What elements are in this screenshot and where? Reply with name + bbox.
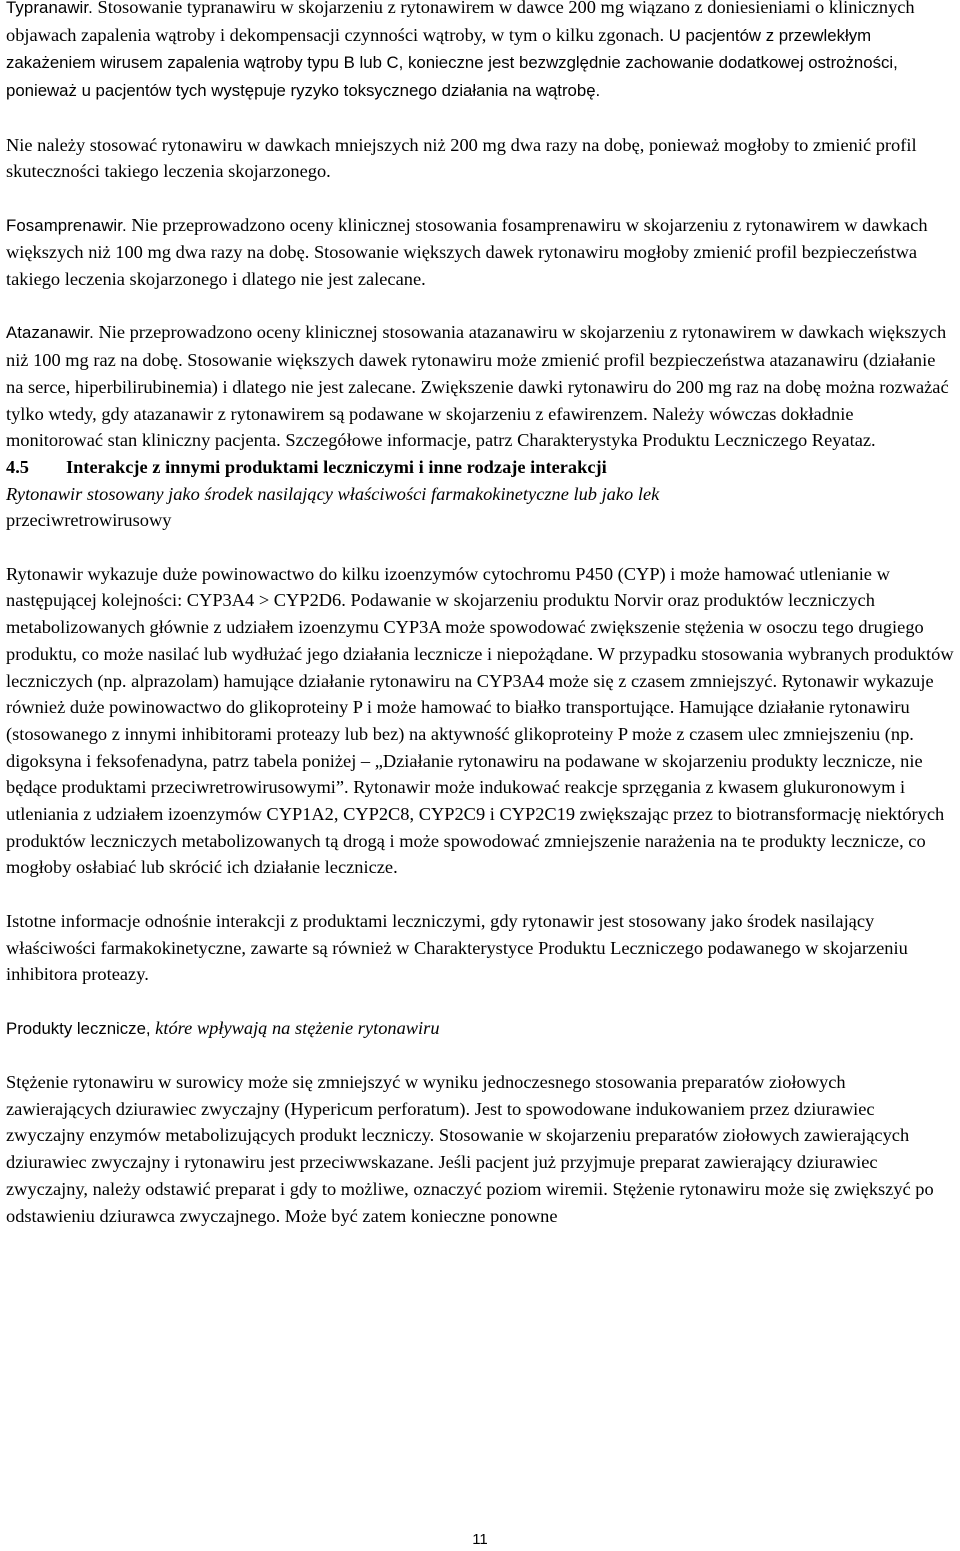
drug-name-atazanawir: Atazanawir. [6,323,94,343]
subheading-products-italic: które wpływają na stężenie rytonawiru [150,1017,440,1038]
subheading-products-plain: Produkty lecznicze, [6,1018,151,1038]
subheading-plain: przeciwretrowirusowy [6,510,172,531]
section-number: 4.5 [6,456,29,477]
paragraph-text: Stosowanie typranawiru w skojarzeniu z rytonawirem w dawce 200 mg wiązano z doniesieniami o klinicznych objawach zapalenia wątroby i dekompensacji czynności wątroby, w tym o kilku zgonach. [6,0,915,45]
document-page [6,0,954,1229]
paragraph-text-sans: U pacjentów z przewlekłym zakażeniem wirusem zapalenia wątroby typu B lub C, konieczne jest bezwzględnie zachowanie dodatkowej ostrożności, ponieważ u pacjentów tych występuje ryzyko toksycznego działania na wątrobę. [6,25,898,101]
paragraph-fosamprenawir [6,212,954,293]
paragraph-atazanawir [6,319,954,454]
paragraph-text: Nie przeprowadzono oceny klinicznej stosowania fosamprenawiru w skojarzeniu z rytonawirem w dawkach większych niż 100 mg dwa razy na dobę. Stosowanie większych dawek rytonawiru mogłoby zmienić profil bezpieczeństwa takiego leczenia skojarzonego i dlatego nie jest zalecane. [6,214,928,289]
paragraph-interaction-info: Istotne informacje odnośnie interakcji z produktami leczniczymi, gdy rytonawir jest stosowany jako środek nasilający właściwości farmakokinetyczne, zawarte są również w Charakterystyce Produktu Leczniczego podawanego w skojarzeniu inhibitora proteazy. [6,910,908,985]
section-heading [6,454,954,481]
paragraph-cyp-interactions: Rytonawir wykazuje duże powinowactwo do kilku izoenzymów cytochromu P450 (CYP) i może hamować utlenianie w następującej kolejności: CYP3A4 > CYP2D6. Podawanie w skojarzeniu produktu Norvir oraz produktów leczniczych metabolizowanych głównie z udziałem izoenzymu CYP3A może spowodować zwiększenie stężenia w osoczu tego drugiego produktu, co może nasilać lub wydłużać jego działania lecznicze i niepożądane. W przypadku stosowania wybranych produktów leczniczych (np. alprazolam) hamujące działanie rytonawiru na CYP3A4 może się z czasem zmniejszyć. Rytonawir wykazuje również duże powinowactwo do glikoproteiny P i może hamować to białko transportujące. Hamujące działanie rytonawiru (stosowanego z innymi inhibitorami proteazy lub bez) na aktywność glikoproteiny P może z czasem ulec zmniejszeniu (np. digoksyna i feksofenadyna, patrz tabela poniżej – „Działanie rytonawiru na podawane w skojarzeniu produkty lecznicze, nie będące produktami przeciwretrowirusowymi”. Rytonawir może indukować reakcje sprzęgania z kwasem glukuronowym i utleniania z udziałem izoenzymów CYP1A2, CYP2C8, CYP2C9 i CYP2C19 zwiększając przez to biotransformację niektórych produktów leczniczych metabolizowanych tą drogą i może spowodować zmniejszenie narażenia na te produkty lecznicze, co mogłoby osłabiać lub skrócić ich działanie lecznicze. [6,563,954,878]
subheading-products [6,1015,954,1043]
drug-name-fosamprenawir: Fosamprenawir. [6,215,127,235]
subheading-italic: Rytonawir stosowany jako środek nasilający właściwości farmakokinetyczne lub jako lek [6,483,660,504]
paragraph-dose-warning: Nie należy stosować rytonawiru w dawkach mniejszych niż 200 mg dwa razy na dobę, ponieważ mogłoby to zmienić profil skuteczności takiego leczenia skojarzonego. [6,134,917,182]
paragraph-text: Nie przeprowadzono oceny klinicznej stosowania atazanawiru w skojarzeniu z rytonawirem w dawkach większych niż 100 mg raz na dobę. Stosowanie większych dawek rytonawiru może zmienić profil bezpieczeństwa atazanawiru (działanie na serce, hiperbilirubinemia) i dlatego nie jest zalecane. Zwiększenie dawki rytonawiru do 200 mg raz na dobę można rozważać tylko wtedy, gdy atazanawir z rytonawirem są podawane w skojarzeniu z efawirenzem. Należy wówczas dokładnie monitorować stan kliniczny pacjenta. Szczegółowe informacje, patrz Charakterystyka Produktu Leczniczego Reyataz. [6,322,949,451]
page-number: 11 [472,1531,488,1548]
section-title: Interakcje z innymi produktami leczniczymi i inne rodzaje interakcji [66,456,607,477]
drug-name-typranawir: Typranawir. [6,0,93,17]
paragraph-typranawir [6,0,954,105]
paragraph-st-johns-wort: Stężenie rytonawiru w surowicy może się zmniejszyć w wyniku jednoczesnego stosowania preparatów ziołowych zawierających dziurawiec zwyczajny (Hypericum perforatum). Jest to spowodowane indukowaniem przez dziurawiec zwyczajny enzymów metabolizujących produkt leczniczy. Stosowanie w skojarzeniu preparatów ziołowych zawierających dziurawiec zwyczajny i rytonawiru jest przeciwwskazane. Jeśli pacjent już przyjmuje preparat zawierający dziurawiec zwyczajny, należy odstawić preparat i gdy to możliwe, oznaczyć poziom wiremii. Stężenie rytonawiru może się zwiększyć po odstawieniu dziurawca zwyczajnego. Może być zatem konieczne ponowne [6,1072,934,1226]
